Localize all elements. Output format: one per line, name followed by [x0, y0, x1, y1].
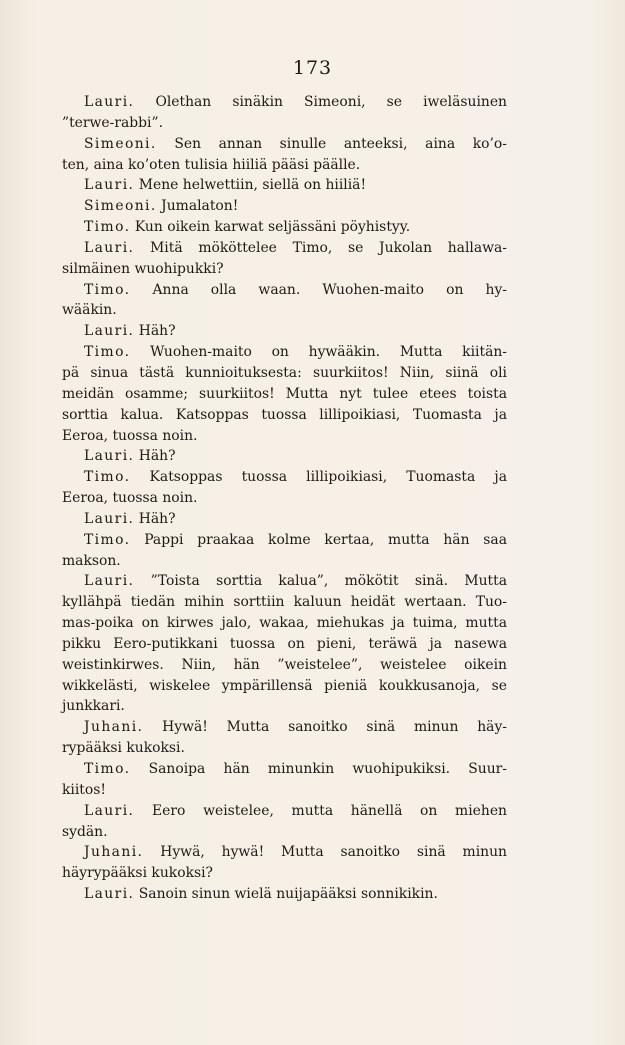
speaker-name: Timo.: [84, 531, 131, 548]
line-text: Häh?: [134, 510, 176, 527]
text-line: [62, 884, 507, 905]
text-line: [62, 634, 507, 655]
speaker-name: Simeoni.: [84, 135, 157, 152]
line-text: Pappi praakaa kolme kertaa, mutta hän saa: [130, 531, 507, 548]
text-line: [62, 321, 507, 342]
line-text: pikku Eero-putikkani tuossa on pieni, teräwä ja nasewa: [62, 635, 507, 652]
text-line: [62, 280, 507, 301]
line-text: ”Toista sorttia kalua”, mökötit sinä. Mutta: [134, 573, 507, 590]
speaker-name: Timo.: [84, 344, 131, 361]
speaker-name: Lauri.: [84, 94, 135, 110]
text-line: [62, 592, 507, 613]
line-text: Häh?: [134, 323, 176, 340]
text-line: [62, 113, 507, 134]
line-text: Sanoipa hän minunkin wuohipukiksi. Suur-: [130, 761, 507, 777]
speaker-name: Juhani.: [84, 844, 144, 861]
text-line: [62, 842, 507, 863]
line-text: Sanoin sinun wielä nuijapääksi sonnikikin.: [134, 886, 438, 903]
line-text: Olethan sinäkin Simeoni, se iweläsuinen: [134, 94, 507, 110]
text-line: [62, 488, 507, 509]
text-line: [62, 655, 507, 676]
line-text: wääkin.: [62, 302, 117, 319]
line-text: makson.: [62, 552, 121, 569]
speaker-name: Lauri.: [84, 510, 135, 527]
speaker-name: Lauri.: [84, 323, 135, 340]
speaker-name: Lauri.: [84, 177, 135, 194]
text-line: [62, 696, 507, 717]
line-text: Katsoppas tuossa lillipoikiasi, Tuomasta ja: [130, 469, 507, 486]
text-line: [62, 426, 507, 447]
text-line: [62, 175, 507, 196]
line-text: kiitos!: [62, 781, 106, 798]
text-line: [62, 92, 507, 113]
speaker-name: Lauri.: [84, 573, 135, 590]
line-text: junkkari.: [62, 698, 125, 715]
line-text: ”terwe-rabbi”.: [62, 114, 164, 131]
line-text: Eero weistelee, mutta hänellä on miehen: [134, 802, 507, 819]
text-line: [62, 238, 507, 259]
speaker-name: Lauri.: [84, 802, 135, 819]
line-text: Jumalaton!: [156, 198, 239, 215]
line-text: silmäinen wuohipukki?: [62, 260, 224, 277]
line-text: Wuohen-maito on hywääkin. Mutta kiitän-: [130, 344, 507, 361]
line-text: mas-poika on kirwes jalo, wakaa, miehukas ja tuima, mutta: [62, 615, 507, 632]
text-line: [62, 613, 507, 634]
text-line: [62, 801, 507, 822]
speaker-name: Juhani.: [84, 719, 144, 736]
page-text: [62, 92, 507, 905]
line-text: sydän.: [62, 823, 108, 840]
speaker-name: Lauri.: [84, 239, 135, 256]
text-line: [62, 780, 507, 801]
line-text: häyrypääksi kukoksi?: [62, 865, 213, 882]
line-text: wikkelästi, wiskelee ympärillensä pieniä koukkusanoja, se: [62, 677, 507, 694]
line-text: kyllähpä tiedän mihin sorttiin kaluun heidät wertaan. Tuo-: [62, 594, 507, 611]
text-line: [62, 446, 507, 467]
text-line: [62, 342, 507, 363]
text-line: [62, 134, 507, 155]
line-text: rypääksi kukoksi.: [62, 740, 185, 757]
text-line: [62, 155, 507, 176]
line-text: Eeroa, tuossa noin.: [62, 490, 198, 507]
line-text: pä sinua tästä kunnioituksesta: suurkiitos! Niin, siinä oli: [62, 364, 507, 381]
line-text: Kun oikein karwat seljässäni pöyhistyy.: [130, 219, 411, 236]
text-line: [62, 530, 507, 551]
speaker-name: Simeoni.: [84, 198, 157, 215]
text-line: [62, 571, 507, 592]
line-text: ten, aina ko’oten tulisia hiiliä pääsi päälle.: [62, 156, 361, 173]
line-text: Sen annan sinulle anteeksi, aina ko’o-: [156, 135, 507, 152]
line-text: Häh?: [134, 448, 176, 465]
speaker-name: Lauri.: [84, 886, 135, 903]
line-text: sorttia kalua. Katsoppas tuossa lillipoikiasi, Tuomasta ja: [62, 406, 507, 423]
speaker-name: Timo.: [84, 219, 131, 236]
line-text: Mitä mököttelee Timo, se Jukolan hallawa-: [134, 239, 507, 256]
text-line: [62, 300, 507, 321]
text-line: [62, 259, 507, 280]
speaker-name: Lauri.: [84, 448, 135, 465]
text-line: [62, 822, 507, 843]
speaker-name: Timo.: [84, 761, 131, 777]
page-number: 173: [292, 57, 333, 79]
line-text: Hywä! Mutta sanoitko sinä minun häy-: [143, 719, 507, 736]
speaker-name: Timo.: [84, 469, 131, 486]
line-text: meidän osamme; suurkiitos! Mutta nyt tulee etees toista: [62, 385, 507, 402]
speaker-name: Timo.: [84, 281, 131, 298]
line-text: Anna olla waan. Wuohen-maito on hy-: [130, 281, 507, 298]
text-line: [62, 217, 507, 238]
text-line: [62, 676, 507, 697]
text-line: [62, 759, 507, 780]
text-line: [62, 196, 507, 217]
text-line: [62, 509, 507, 530]
line-text: Eeroa, tuossa noin.: [62, 427, 198, 444]
line-text: Mene helwettiin, siellä on hiiliä!: [134, 177, 367, 194]
text-line: [62, 738, 507, 759]
text-line: [62, 384, 507, 405]
text-line: [62, 363, 507, 384]
text-line: [62, 551, 507, 572]
text-line: [62, 717, 507, 738]
text-line: [62, 467, 507, 488]
line-text: Hywä, hywä! Mutta sanoitko sinä minun: [143, 844, 507, 861]
text-line: [62, 863, 507, 884]
text-line: [62, 405, 507, 426]
line-text: weistinkirwes. Niin, hän ”weistelee”, weistelee oikein: [62, 656, 507, 673]
